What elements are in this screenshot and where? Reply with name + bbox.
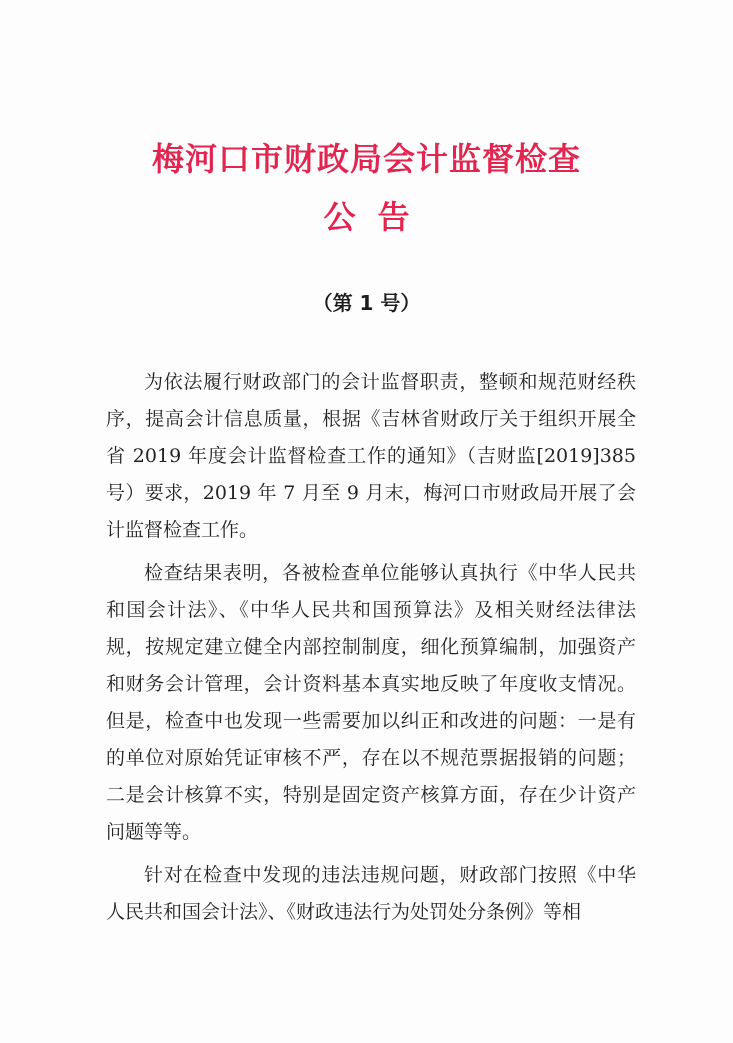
- body-paragraph-1: 为依法履行财政部门的会计监督职责，整顿和规范财经秩序，提高会计信息质量，根据《吉林省财政厅关于组织开展全省 2019 年度会计监督检查工作的通知》（吉财监[2019]385 号）要求，2019 年 7 月至 9 月末，梅河口市财政局开展了会计监督检查工作。: [106, 371, 636, 541]
- document-body: [106, 364, 636, 937]
- document-subtitle: 公告: [323, 198, 432, 236]
- document-number: （第 1 号）: [312, 291, 421, 315]
- body-paragraph-2: 检查结果表明，各被检查单位能够认真执行《中华人民共和国会计法》、《中华人民共和国预算法》及相关财经法律法规，按规定建立健全内部控制制度，细化预算编制，加强资产和财务会计管理，会计资料基本真实地反映了年度收支情况。但是，检查中也发现一些需要加以纠正和改进的问题：一是有的单位对原始凭证审核不严，存在以不规范票据报销的问题；二是会计核算不实，特别是固定资产核算方面，存在少计资产问题等等。: [106, 562, 636, 843]
- document-title: 梅河口市财政局会计监督检查: [151, 140, 581, 178]
- body-paragraph-3: 针对在检查中发现的违法违规问题，财政部门按照《中华人民共和国会计法》、《财政违法行为处罚处分条例》等相: [106, 864, 636, 923]
